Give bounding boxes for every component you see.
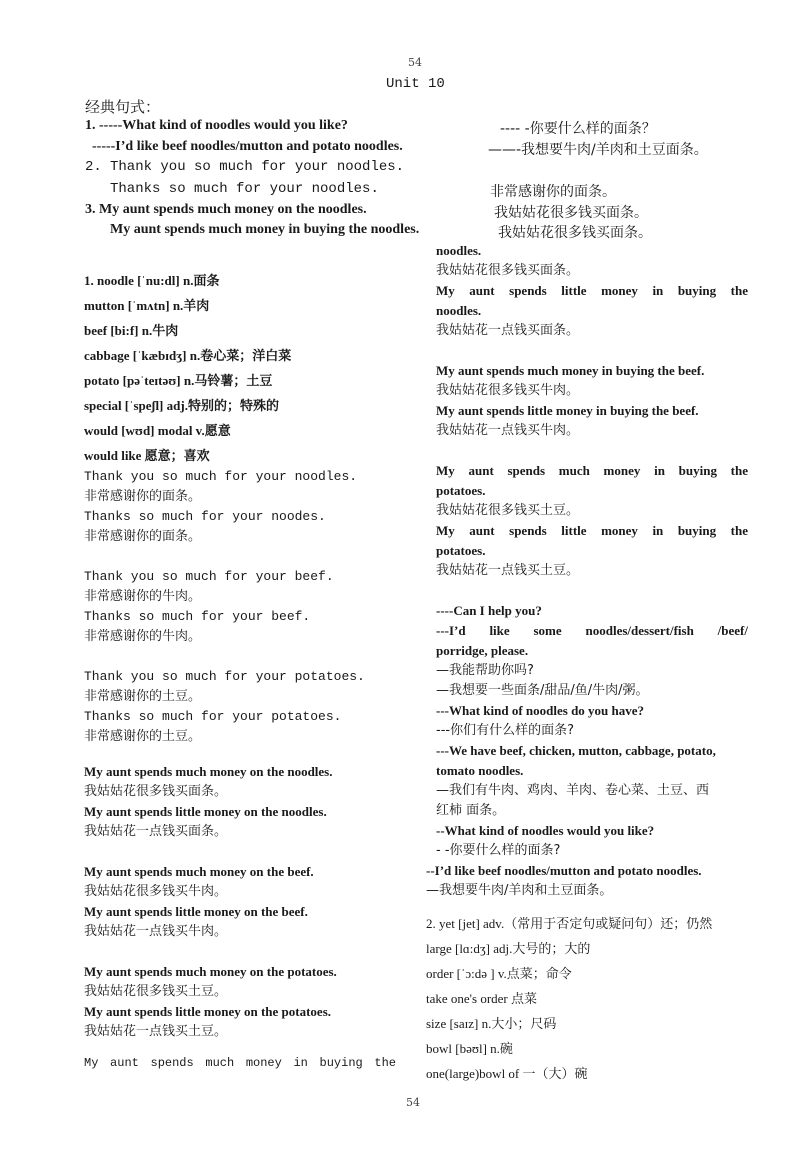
list-item: 非常感谢你的牛肉。 bbox=[84, 629, 202, 644]
list-item: 我姑姑花一点钱买土豆。 bbox=[84, 1024, 228, 1039]
list-item: 我姑姑花很多钱买面条。 bbox=[436, 263, 580, 278]
dialog-line: --I’d like beef noodles/mutton and potato noodles. bbox=[426, 863, 702, 878]
sentence-3b-en: My aunt spends much money in buying the noodles. bbox=[110, 222, 420, 237]
sentence-2-en: Thank you so much for your noodles. bbox=[110, 159, 405, 175]
vocab-would-like: would like 愿意；喜欢 bbox=[84, 448, 210, 463]
spacer bbox=[84, 647, 365, 667]
left-thanks-block bbox=[84, 467, 365, 747]
list-item: noodles. bbox=[436, 303, 482, 318]
list-item: My aunt spends little money in buying the bbox=[436, 283, 748, 298]
list-item: Thank you so much for your noodles. bbox=[84, 469, 358, 484]
list-item: 我姑姑花一点钱买面条。 bbox=[436, 323, 580, 338]
list-item: potatoes. bbox=[436, 543, 486, 558]
list-item: 我姑姑花很多钱买土豆。 bbox=[436, 503, 580, 518]
unit-title: Unit 10 bbox=[386, 76, 445, 92]
dialog-line: tomato noodles. bbox=[436, 763, 524, 778]
page-number-bottom: 54 bbox=[406, 1096, 420, 1109]
list-item: Thanks so much for your beef. bbox=[84, 609, 311, 624]
list-item: My aunt spends little money on the potatoes. bbox=[84, 1004, 332, 1019]
list-item: 我姑姑花很多钱买牛肉。 bbox=[84, 884, 228, 899]
sentence-3-cn: 我姑姑花很多钱买面条。 bbox=[494, 205, 648, 221]
list-item: My aunt spends little money in buying the bbox=[436, 523, 748, 538]
list-item: Thank you so much for your potatoes. bbox=[84, 669, 365, 684]
list-item: 我姑姑花一点钱买土豆。 bbox=[436, 563, 580, 578]
list-item: 非常感谢你的土豆。 bbox=[84, 689, 202, 704]
left-aunt-block bbox=[84, 762, 337, 1042]
vocab-large: large [lɑ:dʒ] adj.大号的；大的 bbox=[426, 941, 591, 956]
list-item: Thanks so much for your potatoes. bbox=[84, 709, 342, 724]
dialog-line: - -你要什么样的面条? bbox=[436, 843, 561, 858]
spacer bbox=[436, 441, 750, 461]
left-vocab-list bbox=[84, 268, 291, 468]
list-item: potatoes. bbox=[436, 483, 486, 498]
dialog-line: porridge, please. bbox=[436, 643, 529, 658]
section-heading: 经典句式： bbox=[85, 98, 161, 116]
vocab-special: special [ˈspeʃl] adj.特别的；特殊的 bbox=[84, 398, 279, 413]
spacer bbox=[84, 942, 337, 962]
sentence-2b-cn: 非常感谢你的面条。 bbox=[490, 184, 616, 200]
sentence-2-num: 2. bbox=[85, 159, 102, 175]
sentence-1b-cn: ——-我想要牛肉/羊肉和土豆面条。 bbox=[488, 142, 708, 158]
list-item: noodles. bbox=[436, 243, 482, 258]
dialog-line: ---你们有什么样的面条? bbox=[436, 723, 574, 738]
list-item: 非常感谢你的面条。 bbox=[84, 489, 202, 504]
list-item: My aunt spends little money on the beef. bbox=[84, 904, 308, 919]
list-item: My aunt spends much money on the beef. bbox=[84, 864, 314, 879]
dialog-line: —我想要一些面条/甜品/鱼/牛肉/粥。 bbox=[436, 683, 649, 698]
list-item: 我姑姑花一点钱买牛肉。 bbox=[84, 924, 228, 939]
vocab-take-order: take one's order 点菜 bbox=[426, 991, 538, 1006]
sentence-1-cn: ---- -你要什么样的面条？ bbox=[500, 121, 656, 137]
vocab-beef: beef [bi:f] n.牛肉 bbox=[84, 323, 179, 338]
dialog-line: —我能帮助你吗? bbox=[436, 663, 534, 678]
list-item: My aunt spends much money in buying the bbox=[436, 463, 748, 478]
page-number-top: 54 bbox=[408, 56, 422, 69]
list-item: My aunt spends much money on the noodles. bbox=[84, 764, 333, 779]
list-item: My aunt spends little money in buying the beef. bbox=[436, 403, 699, 418]
list-item: 我姑姑花很多钱买牛肉。 bbox=[436, 383, 580, 398]
vocab-mutton: mutton [ˈmʌtn] n.羊肉 bbox=[84, 298, 210, 313]
right-column bbox=[426, 241, 750, 901]
dialog-line: ---We have beef, chicken, mutton, cabbage, potato, bbox=[436, 743, 716, 758]
dialog-line: —我们有牛肉、鸡肉、羊肉、卷心菜、土豆、西 bbox=[436, 783, 710, 798]
left-last-line: My aunt spends much money in buying the bbox=[84, 1056, 396, 1070]
list-item: 我姑姑花很多钱买面条。 bbox=[84, 784, 228, 799]
spacer bbox=[436, 341, 750, 361]
list-item: 我姑姑花很多钱买土豆。 bbox=[84, 984, 228, 999]
list-item: 我姑姑花一点钱买面条。 bbox=[84, 824, 228, 839]
vocab-bowl: bowl [bəʊl] n.碗 bbox=[426, 1041, 513, 1056]
dialog-line: 红柿 面条。 bbox=[436, 803, 506, 818]
dialog-line: ----Can I help you? bbox=[436, 603, 542, 618]
list-item: Thank you so much for your beef. bbox=[84, 569, 334, 584]
list-item: My aunt spends much money in buying the beef. bbox=[436, 363, 705, 378]
vocab-would: would [wʊd] modal v.愿意 bbox=[84, 423, 231, 438]
spacer bbox=[84, 842, 337, 862]
sentence-1-en: 1. -----What kind of noodles would you like? bbox=[85, 118, 348, 133]
spacer bbox=[84, 547, 365, 567]
sentence-3-en: 3. My aunt spends much money on the noodles. bbox=[85, 202, 367, 217]
list-item: 我姑姑花一点钱买牛肉。 bbox=[436, 423, 580, 438]
sentence-1b-en: -----I’d like beef noodles/mutton and potato noodles. bbox=[92, 139, 403, 154]
list-item: My aunt spends much money on the potatoes. bbox=[84, 964, 337, 979]
vocab-cabbage: cabbage [ˈkæbɪdʒ] n.卷心菜；洋白菜 bbox=[84, 348, 292, 363]
list-item: My aunt spends little money on the noodles. bbox=[84, 804, 327, 819]
list-item: 非常感谢你的土豆。 bbox=[84, 729, 202, 744]
vocab-noodle: 1. noodle [ˈnu:dl] n.面条 bbox=[84, 273, 220, 288]
vocab-order: order [ˈɔ:də ] v.点菜；命令 bbox=[426, 966, 572, 981]
dialog-line: ---I’d like some noodles/dessert/fish /beef/ bbox=[436, 623, 748, 638]
sentence-2b-en: Thanks so much for your noodles. bbox=[110, 181, 379, 197]
vocab-potato: potato [pəˈteɪtəʊ] n.马铃薯；土豆 bbox=[84, 373, 273, 388]
vocab-size: size [saɪz] n.大小；尺码 bbox=[426, 1016, 557, 1031]
dialog-line: --What kind of noodles would you like? bbox=[436, 823, 655, 838]
list-item: 非常感谢你的牛肉。 bbox=[84, 589, 202, 604]
vocab-yet: 2. yet [jet] adv.（常用于否定句或疑问句）还；仍然 bbox=[426, 916, 713, 931]
sentence-3b-cn: 我姑姑花很多钱买面条。 bbox=[498, 225, 652, 241]
list-item: 非常感谢你的面条。 bbox=[84, 529, 202, 544]
right-vocab-list bbox=[426, 911, 712, 1086]
dialog-line: —我想要牛肉/羊肉和土豆面条。 bbox=[426, 883, 613, 898]
dialog-line: ---What kind of noodles do you have? bbox=[436, 703, 645, 718]
vocab-one-bowl-of: one(large)bowl of 一（大）碗 bbox=[426, 1066, 588, 1081]
spacer bbox=[436, 581, 750, 601]
list-item: Thanks so much for your noodes. bbox=[84, 509, 326, 524]
